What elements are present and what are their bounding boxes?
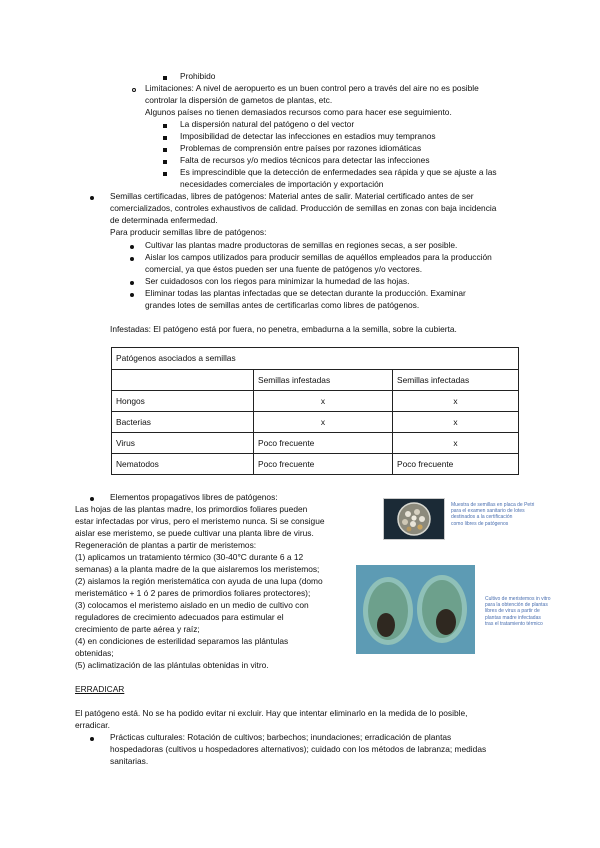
table-cell-infestadas: x <box>254 391 393 412</box>
image-caption-2: Cultivo de meristemos in vitro para la obtención de plantas libres de virus a partir de plantas madre infectadas tras el tratamiento térmico <box>485 596 551 627</box>
culture-plates-icon <box>356 565 475 654</box>
propagativos-line: (4) en condiciones de esterilidad separamos las plántulas <box>75 636 289 646</box>
semillas-item: comercial, ya que éstos pueden ser una fuente de patógenos y/o vectores. <box>145 264 423 274</box>
table-row <box>112 412 519 433</box>
list-item: necesidades comerciales de importación y exportación <box>180 179 384 189</box>
propagativos-line: (2) aislamos la región meristemática con ayuda de una lupa (domo <box>75 576 323 586</box>
propagativos-line: estar infectadas por virus, pero el meristemo nunca. Si se consigue <box>75 516 325 526</box>
square-bullet-icon <box>163 148 167 152</box>
table-header-empty <box>112 370 254 391</box>
round-bullet-icon <box>130 281 134 285</box>
propagativos-line: aislar ese meristemo, se puede cultivar una planta libre de virus. <box>75 528 314 538</box>
semillas-line: Semillas certificadas, libres de patógenos: Material antes de salir. Material certificado antes de ser <box>110 191 474 201</box>
round-bullet-icon <box>130 257 134 261</box>
limitaciones-line: controlar la dispersión de gametos de plantas, etc. <box>145 95 333 105</box>
round-bullet-icon <box>130 293 134 297</box>
para-producir-label: Para producir semillas libre de patógenos: <box>110 227 267 237</box>
erradicar-paragraph: El patógeno está. No se ha podido evitar ni excluir. Hay que intentar eliminarlo en la medida de lo posible, <box>75 708 468 718</box>
square-bullet-icon <box>163 172 167 176</box>
table-row <box>112 391 519 412</box>
petri-dish-image <box>383 498 445 540</box>
propagativos-line: obtenidas; <box>75 648 114 658</box>
table-row <box>112 433 519 454</box>
propagativos-bullet: Elementos propagativos libres de patógenos: <box>110 492 278 502</box>
table-cell-infectadas: x <box>393 412 519 433</box>
petri-dish-icon <box>384 499 444 539</box>
list-item-prohibido: Prohibido <box>180 71 216 81</box>
propagativos-line: Las hojas de las plantas madre, los primordios foliares pueden <box>75 504 308 514</box>
erradicar-paragraph: erradicar. <box>75 720 110 730</box>
table-cell-infectadas: x <box>393 433 519 454</box>
semillas-line: de determinada enfermedad. <box>110 215 218 225</box>
practicas-line: Prácticas culturales: Rotación de cultivos; barbechos; inundaciones; erradicación de plantas <box>110 732 452 742</box>
round-bullet-icon <box>90 497 94 501</box>
table-cell-infestadas: Poco frecuente <box>254 454 393 475</box>
semillas-line: comercializados, controles exhaustivos de calidad. Producción de semillas en zonas con baja incidencia <box>110 203 497 213</box>
propagativos-line: Regeneración de plantas a partir de meristemos: <box>75 540 257 550</box>
table-title: Patógenos asociados a semillas <box>112 348 519 370</box>
round-bullet-icon <box>90 737 94 741</box>
circle-bullet-icon <box>132 88 136 92</box>
table-cell-name: Virus <box>112 433 254 454</box>
square-bullet-icon <box>163 136 167 140</box>
propagativos-line: (3) colocamos el meristemo aislado en un medio de cultivo con <box>75 600 309 610</box>
table-cell-infectadas: Poco frecuente <box>393 454 519 475</box>
list-item: La dispersión natural del patógeno o del vector <box>180 119 355 129</box>
infestadas-definition: Infestadas: El patógeno está por fuera, no penetra, embadurna a la semilla, sobre la cubierta. <box>110 324 457 334</box>
meristem-culture-image <box>356 565 475 654</box>
semillas-item: Aislar los campos utilizados para producir semillas de aquéllos empleados para la producción <box>145 252 492 262</box>
practicas-line: hospedadoras (cultivos u hospedadores alternativos); cuidado con los métodos de labranza; medidas <box>110 744 487 754</box>
table-cell-infestadas: Poco frecuente <box>254 433 393 454</box>
semillas-item: Eliminar todas las plantas infectadas que se detectan durante la producción. Examinar <box>145 288 466 298</box>
propagativos-line: crecimiento de parte aérea y raíz; <box>75 624 200 634</box>
propagativos-line: semanas) a la planta madre de la que aislaremos los meristemos; <box>75 564 320 574</box>
square-bullet-icon <box>163 124 167 128</box>
table-cell-name: Hongos <box>112 391 254 412</box>
practicas-line: sanitarias. <box>110 756 149 766</box>
table-header-infectadas: Semillas infectadas <box>393 370 519 391</box>
propagativos-line: (1) aplicamos un tratamiento térmico (30-40°C durante 6 a 12 <box>75 552 304 562</box>
image-caption-1: Muestra de semillas en placa de Petri para el examen sanitario de lotes destinados a la certificación como libres de patógenos <box>451 502 535 527</box>
square-bullet-icon <box>163 76 167 80</box>
table-cell-infectadas: x <box>393 391 519 412</box>
semillas-item: Cultivar las plantas madre productoras de semillas en regiones secas, a ser posible. <box>145 240 458 250</box>
square-bullet-icon <box>163 160 167 164</box>
round-bullet-icon <box>130 245 134 249</box>
table-header-infestadas: Semillas infestadas <box>254 370 393 391</box>
semillas-item: Ser cuidadosos con los riegos para minimizar la humedad de las hojas. <box>145 276 410 286</box>
limitaciones-line: Algunos países no tienen demasiados recursos como para hacer ese seguimiento. <box>145 107 452 117</box>
propagativos-line: reguladores de crecimiento adecuados para estimular el <box>75 612 284 622</box>
list-item: Falta de recursos y/o medios técnicos para detectar las infecciones <box>180 155 430 165</box>
table-row <box>112 454 519 475</box>
erradicar-heading: ERRADICAR <box>75 684 125 694</box>
propagativos-line: meristemático + 1 ó 2 pares de primordios foliares protectores); <box>75 588 311 598</box>
table-cell-infestadas: x <box>254 412 393 433</box>
list-item: Imposibilidad de detectar las infecciones en estadios muy tempranos <box>180 131 436 141</box>
propagativos-line: (5) aclimatización de las plántulas obtenidas in vitro. <box>75 660 269 670</box>
round-bullet-icon <box>90 196 94 200</box>
semillas-item: grandes lotes de semillas antes de certificarlas como libres de patógenos. <box>145 300 420 310</box>
table-cell-name: Nematodos <box>112 454 254 475</box>
list-item: Problemas de comprensión entre países por razones idiomáticas <box>180 143 422 153</box>
pathogens-table <box>111 347 519 475</box>
list-item: Es imprescindible que la detección de enfermedades sea rápida y que se ajuste a las <box>180 167 497 177</box>
table-cell-name: Bacterias <box>112 412 254 433</box>
limitaciones-line: Limitaciones: A nivel de aeropuerto es un buen control pero a través del aire no es posible <box>145 83 479 93</box>
